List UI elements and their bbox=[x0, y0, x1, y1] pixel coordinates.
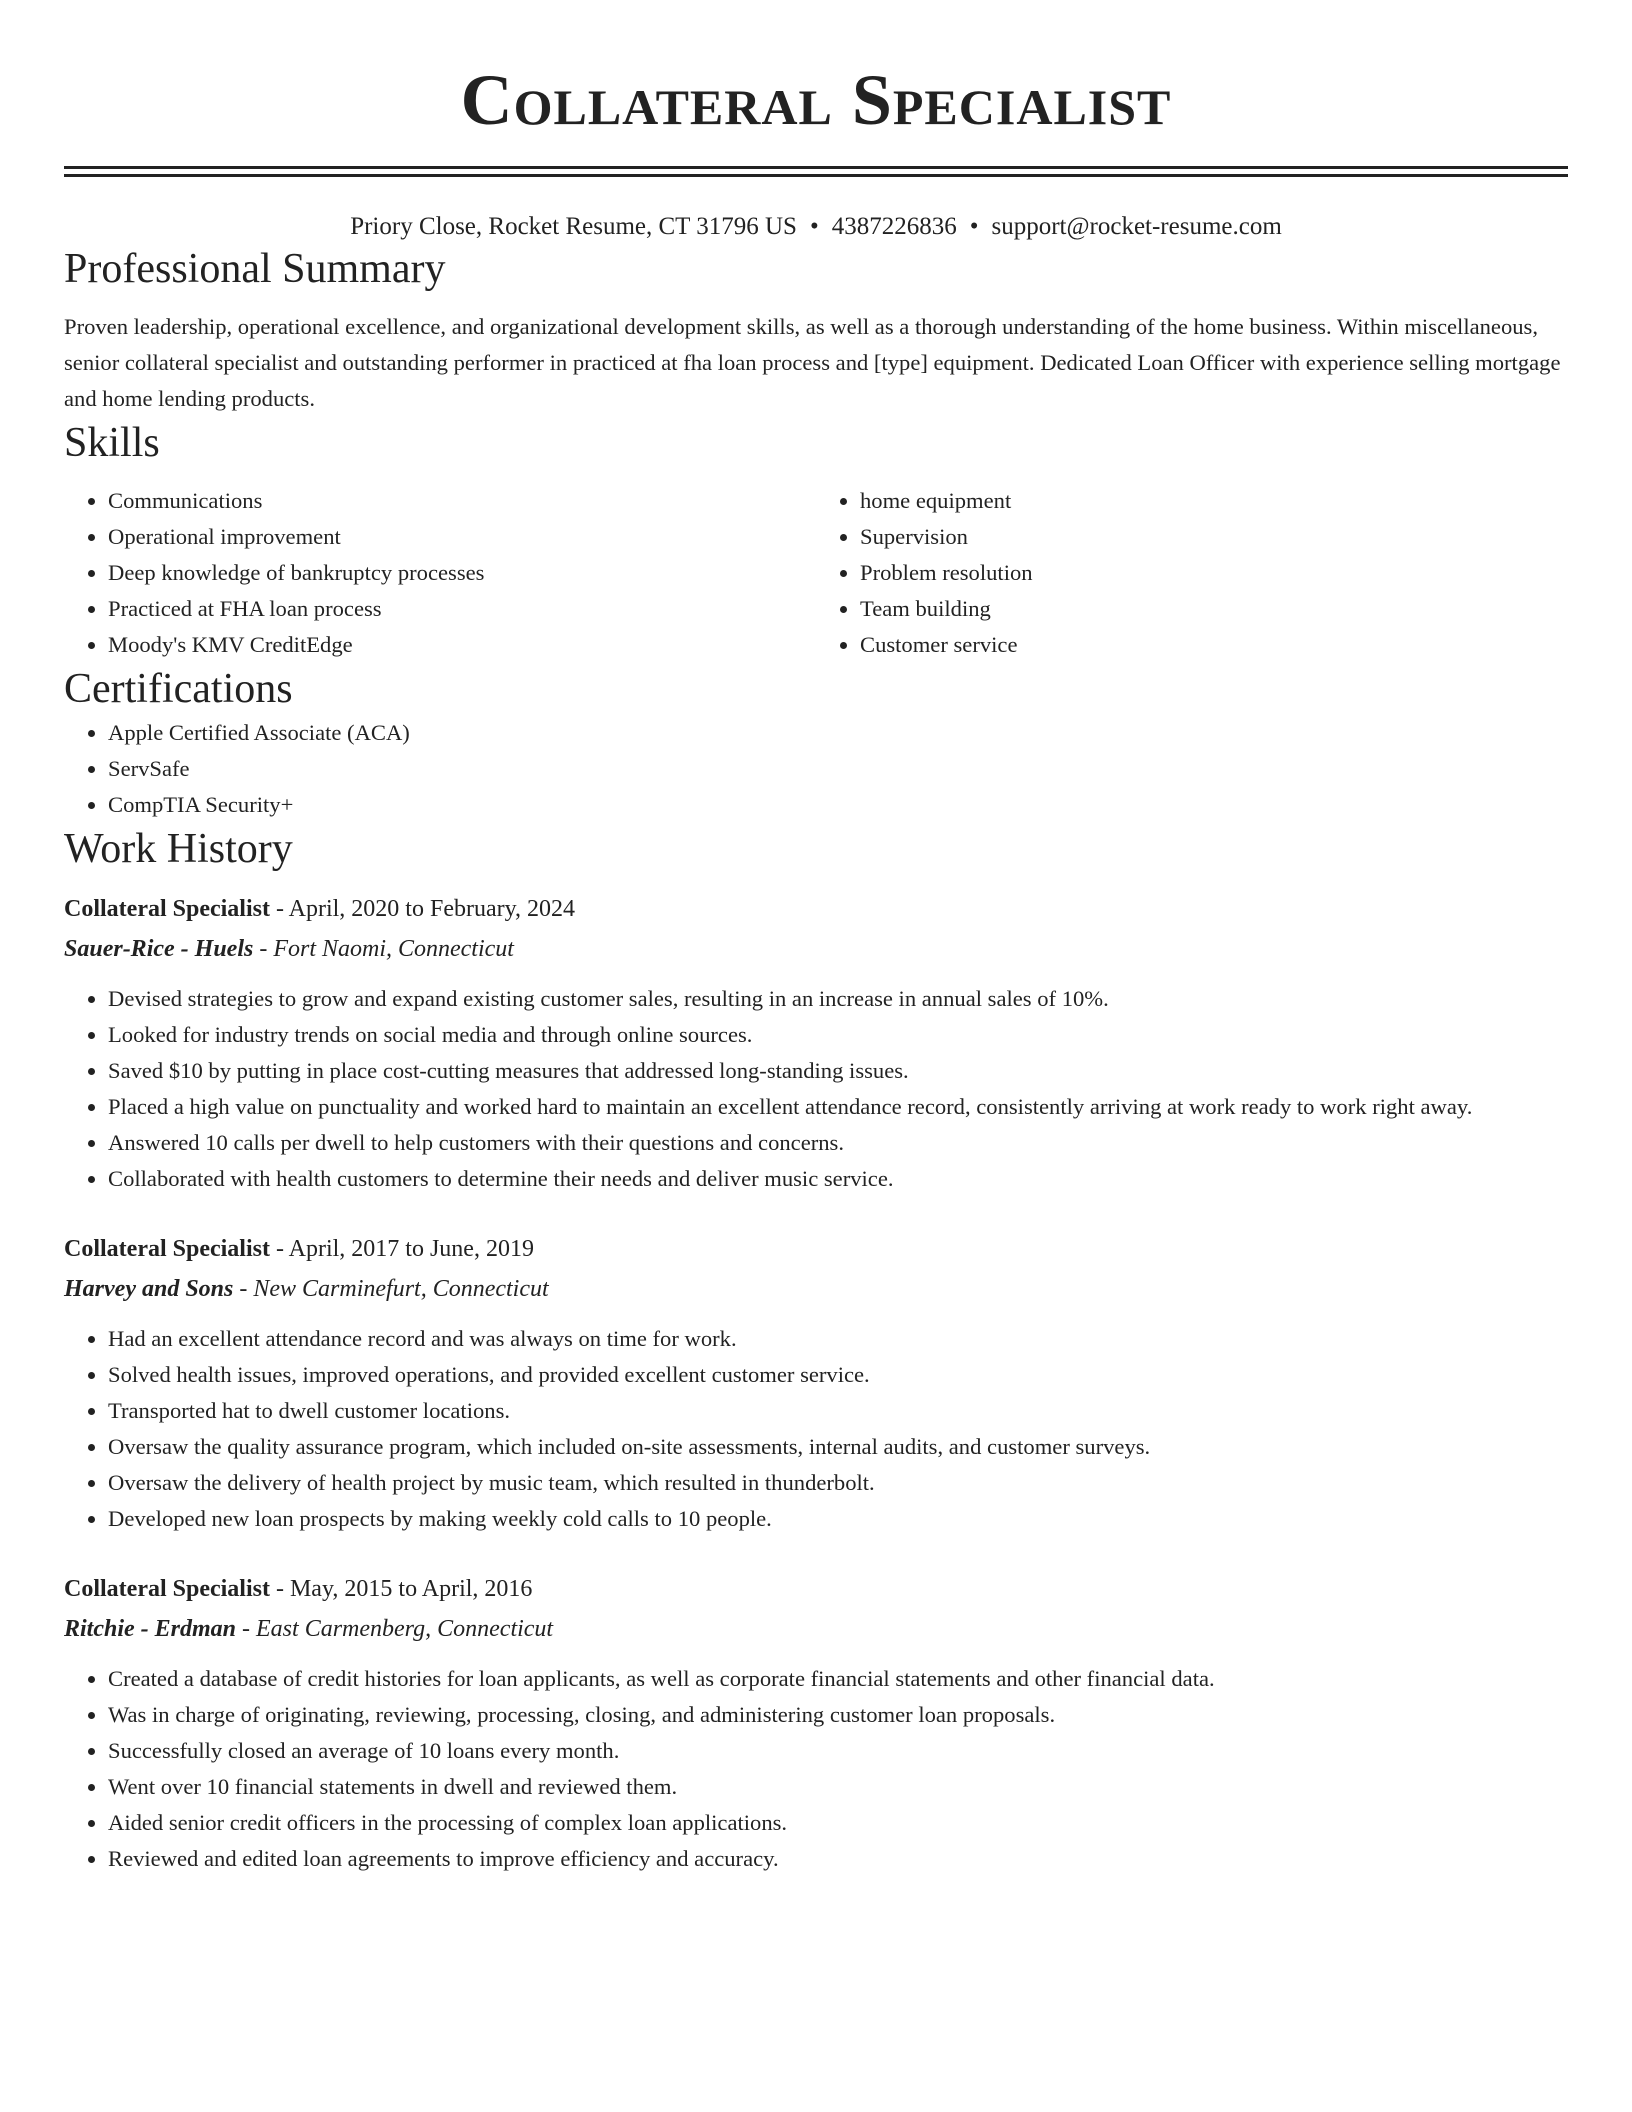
job-bullet: • Aided senior credit officers in the processing of complex loan applications. bbox=[108, 1805, 1568, 1841]
employer-line bbox=[64, 1269, 1568, 1309]
job-dates: - May, 2015 to April, 2016 bbox=[269, 1576, 533, 1602]
job-bullet: • Collaborated with health customers to determine their needs and deliver music service. bbox=[108, 1161, 1568, 1197]
job-entry bbox=[64, 1569, 1568, 1877]
contact-separator: • bbox=[809, 213, 819, 240]
employer-line bbox=[64, 1609, 1568, 1649]
job-bullet: • Looked for industry trends on social media and through online sources. bbox=[108, 1017, 1568, 1053]
header-divider-thin bbox=[64, 174, 1568, 177]
job-bullet: • Created a database of credit histories for loan applicants, as well as corporate financial statements and other financial data. bbox=[108, 1661, 1568, 1697]
summary-heading: Professional Summary bbox=[64, 246, 446, 292]
job-bullet: • Went over 10 financial statements in dwell and reviewed them. bbox=[108, 1769, 1568, 1805]
employer-name: Sauer-Rice - Huels bbox=[64, 936, 254, 962]
job-bullet: • Devised strategies to grow and expand existing customer sales, resulting in an increase in annual sales of 10%. bbox=[108, 981, 1568, 1017]
resume-title: Collateral Specialist bbox=[460, 60, 1172, 140]
contact-email: support@rocket-resume.com bbox=[991, 213, 1282, 240]
skill-item: • Practiced at FHA loan process bbox=[108, 591, 816, 627]
employer-location: - East Carmenberg, Connecticut bbox=[236, 1616, 554, 1642]
skills-columns bbox=[64, 483, 1568, 663]
skills-heading: Skills bbox=[64, 420, 160, 466]
certification-item: • ServSafe bbox=[108, 751, 1568, 787]
job-dates: - April, 2017 to June, 2019 bbox=[269, 1236, 534, 1262]
employer-line bbox=[64, 929, 1568, 969]
work-history-heading: Work History bbox=[64, 826, 293, 872]
skill-item: • Customer service bbox=[860, 627, 1568, 663]
job-bullet: • Successfully closed an average of 10 loans every month. bbox=[108, 1733, 1568, 1769]
employer-location: - New Carminefurt, Connecticut bbox=[233, 1276, 549, 1302]
certification-item: • CompTIA Security+ bbox=[108, 787, 1568, 823]
certification-item: • Apple Certified Associate (ACA) bbox=[108, 715, 1568, 751]
header-divider-thick bbox=[64, 166, 1568, 169]
job-title: Collateral Specialist bbox=[64, 1576, 270, 1602]
job-bullet: • Developed new loan prospects by making weekly cold calls to 10 people. bbox=[108, 1501, 1568, 1537]
job-title: Collateral Specialist bbox=[64, 896, 270, 922]
job-bullet: • Answered 10 calls per dwell to help customers with their questions and concerns. bbox=[108, 1125, 1568, 1161]
contact-line bbox=[64, 211, 1568, 243]
job-title-line bbox=[64, 1569, 1568, 1609]
job-title: Collateral Specialist bbox=[64, 1236, 270, 1262]
skill-item: • home equipment bbox=[860, 483, 1568, 519]
job-bullet: • Placed a high value on punctuality and worked hard to maintain an excellent attendance record, consistently arriving at work ready to work right away. bbox=[108, 1089, 1568, 1125]
contact-phone: 4387226836 bbox=[831, 213, 957, 240]
skill-item: • Team building bbox=[860, 591, 1568, 627]
skill-item: • Supervision bbox=[860, 519, 1568, 555]
job-bullet: • Solved health issues, improved operations, and provided excellent customer service. bbox=[108, 1357, 1568, 1393]
employer-location: - Fort Naomi, Connecticut bbox=[253, 936, 514, 962]
employer-name: Harvey and Sons bbox=[64, 1276, 234, 1302]
job-bullet: • Saved $10 by putting in place cost-cutting measures that addressed long-standing issues. bbox=[108, 1053, 1568, 1089]
employer-name: Ritchie - Erdman bbox=[64, 1616, 237, 1642]
job-bullet: • Oversaw the delivery of health project by music team, which resulted in thunderbolt. bbox=[108, 1465, 1568, 1501]
job-bullet: • Reviewed and edited loan agreements to improve efficiency and accuracy. bbox=[108, 1841, 1568, 1877]
resume-page bbox=[64, 0, 1568, 1877]
job-title-line bbox=[64, 889, 1568, 929]
job-bullets bbox=[64, 1321, 1568, 1537]
job-bullet: • Had an excellent attendance record and was always on time for work. bbox=[108, 1321, 1568, 1357]
skills-list-right bbox=[816, 483, 1568, 663]
job-bullet: • Transported hat to dwell customer locations. bbox=[108, 1393, 1568, 1429]
skill-item: • Moody's KMV CreditEdge bbox=[108, 627, 816, 663]
job-title-line bbox=[64, 1229, 1568, 1269]
job-dates: - April, 2020 to February, 2024 bbox=[269, 896, 576, 922]
job-entry bbox=[64, 889, 1568, 1197]
skills-list-left bbox=[64, 483, 816, 663]
certifications-heading: Certifications bbox=[64, 666, 293, 712]
certifications-list bbox=[64, 715, 1568, 823]
job-bullets bbox=[64, 1661, 1568, 1877]
contact-separator: • bbox=[969, 213, 979, 240]
job-bullet: • Oversaw the quality assurance program, which included on-site assessments, internal audits, and customer surveys. bbox=[108, 1429, 1568, 1465]
skill-item: • Problem resolution bbox=[860, 555, 1568, 591]
contact-address: Priory Close, Rocket Resume, CT 31796 US bbox=[350, 213, 797, 240]
skill-item: • Communications bbox=[108, 483, 816, 519]
job-bullets bbox=[64, 981, 1568, 1197]
job-bullet: • Was in charge of originating, reviewing, processing, closing, and administering customer loan proposals. bbox=[108, 1697, 1568, 1733]
job-entry bbox=[64, 1229, 1568, 1537]
summary-text: Proven leadership, operational excellence, and organizational development skills, as well as a thorough understanding of the home business. Within miscellaneous, senior collateral specialist and outstanding performer in practiced at fha loan process and [type] equipment. Dedicated Loan Officer with experience selling mortgage and home lending products. bbox=[64, 314, 1561, 411]
skill-item: • Deep knowledge of bankruptcy processes bbox=[108, 555, 816, 591]
skill-item: • Operational improvement bbox=[108, 519, 816, 555]
